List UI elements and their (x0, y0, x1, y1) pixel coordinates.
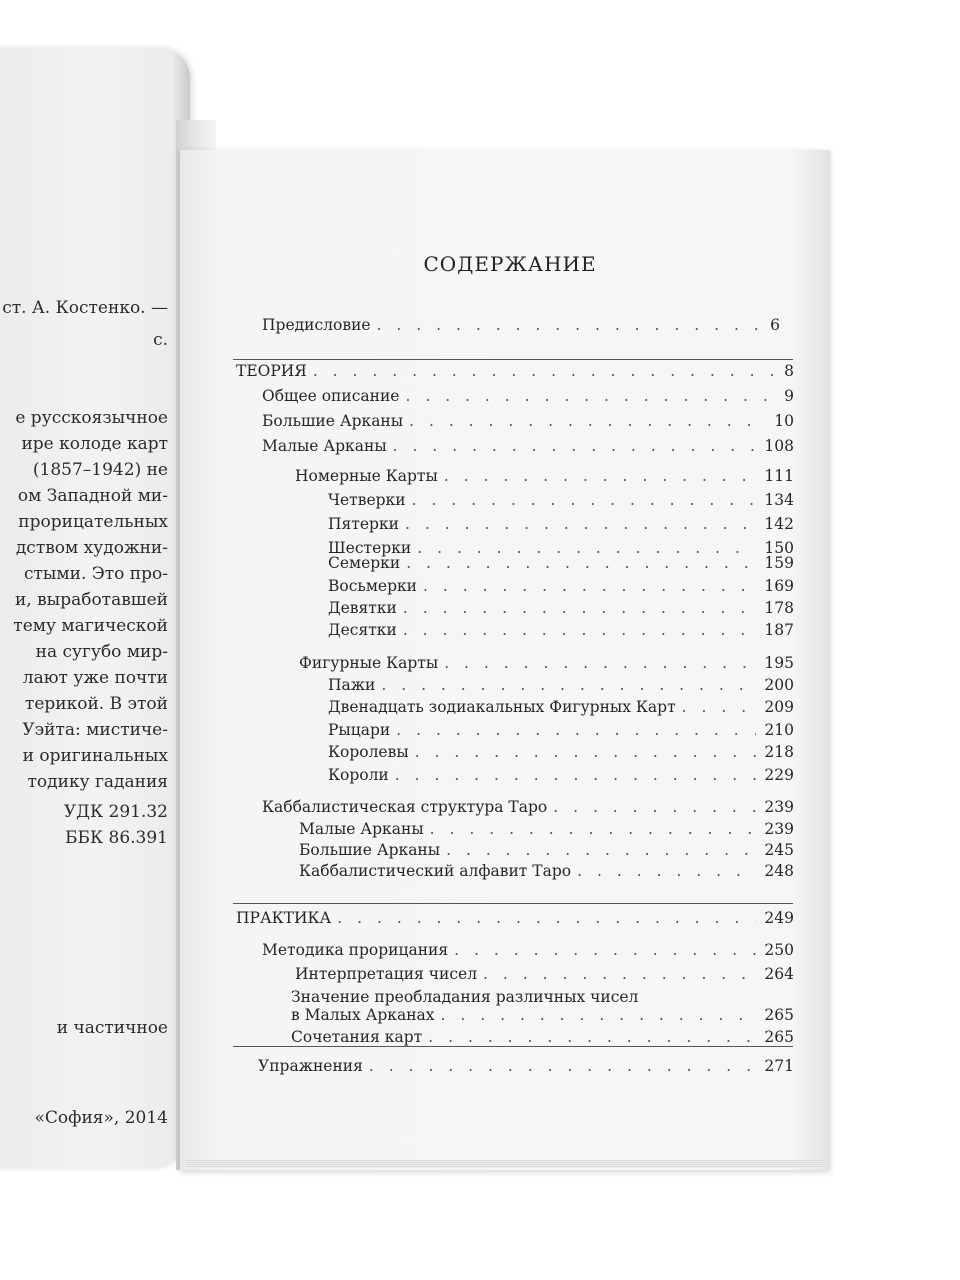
left-page-line: на сугубо мир- (35, 642, 168, 662)
toc-entry: Пятерки . . . 142 (328, 517, 794, 533)
toc-entry: Четверки . . . 134 (328, 493, 794, 509)
toc-entry: Значение преобладания различных чисел (291, 988, 639, 1006)
left-page-line: тодику гадания (27, 772, 168, 792)
toc-entry: Номерные Карты . . . 111 (295, 469, 794, 485)
toc-entry: Десятки . . . 187 (328, 623, 794, 639)
toc-entry: Каббалистическая структура Таро . . . 239 (262, 800, 794, 816)
toc-entry: Фигурные Карты . . . 195 (299, 656, 794, 672)
toc-entry: Предисловие . . . 6 (262, 318, 780, 334)
left-page-line: терикой. В этой (24, 694, 168, 714)
left-page-line: ире колоде карт (21, 434, 168, 454)
left-page-line: и оригинальных (22, 746, 168, 766)
left-page-line: прорицательных (18, 512, 168, 532)
toc-entry: Семерки . . . 159 (328, 556, 794, 572)
toc-entry: в Малых Арканах . . . 265 (291, 1008, 794, 1024)
toc-entry-section: ПРАКТИКА . . . 249 (236, 911, 794, 927)
toc-entry: Двенадцать зодиакальных Фигурных Карт . . . 209 (328, 700, 794, 716)
left-page-line: «София», 2014 (34, 1108, 168, 1128)
toc-entry: Рыцари . . . 210 (328, 723, 794, 739)
toc-entry: Шестерки . . . 150 (328, 541, 794, 557)
toc-entry: Каббалистический алфавит Таро . . . 248 (299, 864, 794, 880)
left-page-line: лают уже почти (22, 668, 168, 688)
left-page-line: Уэйта: мистиче- (22, 720, 168, 740)
toc-entry: Сочетания карт . . . 265 (291, 1030, 794, 1046)
toc-entry: Большие Арканы . . . 245 (299, 843, 794, 859)
left-page-line: с. (153, 330, 168, 350)
toc-entry: Большие Арканы . . . 10 (262, 414, 794, 430)
toc-entry: Методика прорицания . . . 250 (262, 943, 794, 959)
toc-entry: Восьмерки . . . 169 (328, 579, 794, 595)
left-page-line: и частичное (56, 1018, 168, 1038)
left-page-line: дством художни- (15, 538, 168, 558)
toc-entry: Интерпретация чисел . . . 264 (295, 967, 794, 983)
left-page-line: (1857–1942) не (32, 460, 168, 480)
section-divider (233, 1046, 793, 1047)
left-page-line: стыми. Это про- (23, 564, 168, 584)
left-page-line: е русскоязычное (15, 408, 168, 428)
toc-entry: Королевы . . . 218 (328, 745, 794, 761)
left-page-line: УДК 291.32 (63, 802, 168, 822)
toc-entry: Упражнения . . . 271 (258, 1059, 794, 1075)
left-page-line: ББК 86.391 (64, 828, 168, 848)
section-divider (233, 903, 793, 904)
toc-entry: Малые Арканы . . . 239 (299, 822, 794, 838)
left-page-line: ом Западной ми- (17, 486, 168, 506)
left-page-line: и, выработавшей (14, 590, 168, 610)
toc-entry-section: ТЕОРИЯ . . . 8 (236, 364, 794, 380)
left-page-line: тему магической (13, 616, 168, 636)
toc-entry: Общее описание . . . 9 (262, 389, 794, 405)
toc-entry: Малые Арканы . . . 108 (262, 439, 794, 455)
toc-entry: Пажи . . . 200 (328, 678, 794, 694)
left-page-line: ст. А. Костенко. — (2, 298, 168, 318)
toc-title: СОДЕРЖАНИЕ (423, 252, 597, 276)
toc-entry: Короли . . . 229 (328, 768, 794, 784)
toc-entry: Девятки . . . 178 (328, 601, 794, 617)
page-stack-edge (186, 1160, 826, 1168)
section-divider (233, 359, 793, 360)
